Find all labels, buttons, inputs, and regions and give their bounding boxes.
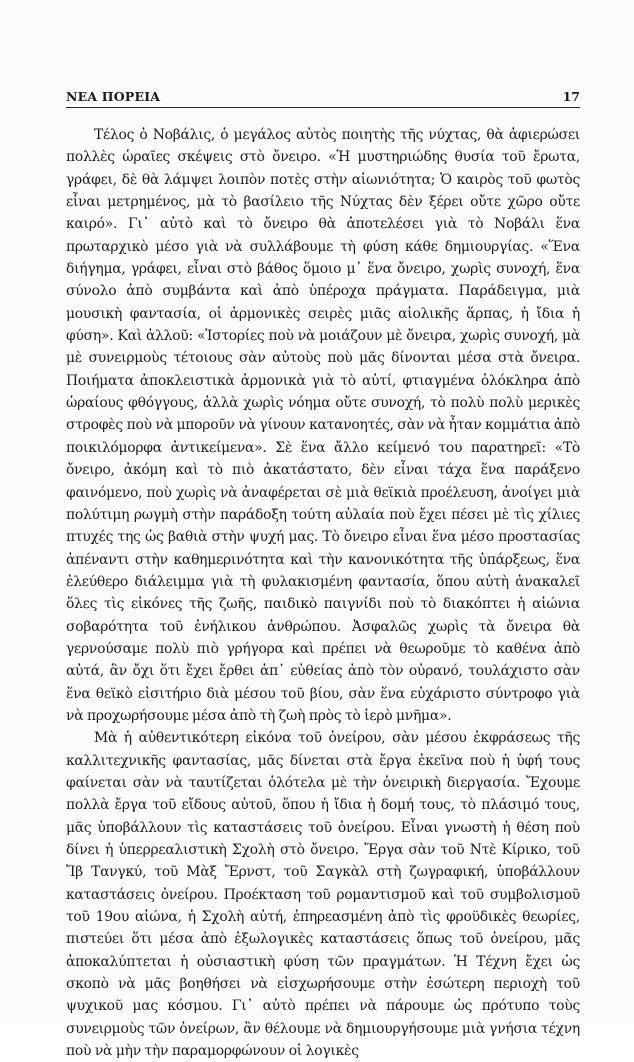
paragraph: Τέλος ὁ Νοβάλις, ὁ μεγάλος αὐτὸς ποιητὴς τῆς νύχτας, θὰ ἀφιερώσει πολλὲς ὡραῖες σκέψεις στὸ ὄνειρο. «Ἡ μυστηριώδης θυσία τοῦ ἔρωτα, γράφει, δὲ θὰ λάμψει λοιπὸν ποτὲς στὴν αἰωνιότητα; Ὁ καιρὸς τοῦ φωτὸς εἶναι μετρημένος, μὰ τὸ βασίλειο τῆς Νύχτας δὲν ξέρει οὔτε χῶρο οὔτε καιρό». Γι᾽ αὐτὸ καὶ τὸ ὄνειρο θὰ ἀποτελέσει γιὰ τὸ Νοβάλι ἕνα πρωταρχικὸ μέσο γιὰ νὰ συλλάβουμε τὴ φύση κάθε δημιουργίας. «Ἕνα διήγημα, γράφει, εἶναι στὸ βάθος ὅμοιο μ᾽ ἕνα ὄνειρο, χωρὶς συνοχή, ἕνα σύνολο ἀπὸ συμβάντα καὶ ἀπὸ ὑπέροχα πράγματα. Παράδειγμα, μιὰ μουσικὴ φαντασία, οἱ ἁρμονικὲς σειρὲς μιᾶς αἰολικῆς ἅρπας, ἡ ἴδια ἡ φύση». Καὶ ἀλλοῦ: «Ἱστορίες ποὺ νὰ μοιάζουν μὲ ὄνειρα, χωρὶς συνοχή, μὰ μὲ συνειρμοὺς τέτοιους σὰν αὐτοὺς ποὺ μᾶς δίνονται μέσα στὰ ὄνειρα. Ποιήματα ἀποκλειστικὰ ἁρμονικὰ γιὰ τὸ αὐτί, φτιαγμένα ὁλόκληρα ἀπὸ ὡραίους φθόγγους, ἀλλὰ χωρὶς νόημα οὔτε συνοχή, τὸ πολὺ πολὺ μερικὲς στροφὲς ποὺ νὰ μποροῦν νὰ γίνουν κατανοητές, σὰν νὰ ἦταν κομμάτια ἀπὸ ποικιλόμορφα ἀντικείμενα». Σὲ ἕνα ἄλλο κείμενό του παρατηρεῖ: «Τὸ ὄνειρο, ἀκόμη καὶ τὸ πιὸ ἀκατάστατο, δὲν εἶναι τάχα ἕνα παράξενο φαινόμενο, ποὺ χωρὶς νὰ ἀναφέρεται σὲ μιὰ θεϊκιὰ προέλευση, ἀνοίγει μιὰ πολύτιμη ρωγμὴ στὴν παράδοξη τούτη αὐλαία ποὺ ἔχει πέσει μὲ τὶς χίλιες πτυχές της ὡς βαθιὰ στὴν ψυχή μας. Τὸ ὄνειρο εἶναι ἕνα μέσο προστασίας ἀπέναντι στὴν καθημερινότητα καὶ τὴν κανονικότητα τῆς ὑπάρξεως, ἕνα ἐλεύθερο διάλειμμα γιὰ τὴ φυλακισμένη φαντασία, ὅπου αὐτὴ ἀνακαλεῖ ὅλες τὶς εἰκόνες τῆς ζωῆς, παιδικὸ παιγνίδι ποὺ τὸ διακόπτει ἡ αἰώνια σοβαρότητα τοῦ ἐνήλικου ἀνθρώπου. Ἀσφαλῶς χωρὶς τὰ ὄνειρα θὰ γερνούσαμε πολὺ πιὸ γρήγορα καὶ πρέπει νὰ θεωροῦμε τὸ καθένα ἀπὸ αὐτά, ἂν ὄχι ὅτι ἔχει ἔρθει ἀπ᾽ εὐθείας ἀπὸ τὸν οὐρανό, τουλάχιστο σὰν ἕνα θεϊκὸ εἰσιτήριο διὰ μέσου τοῦ βίου, σὰν ἕνα εὐχάριστο σύντροφο γιὰ νὰ προχωρήσουμε μέσα ἀπὸ τὴ ζωὴ πρὸς τὸ ἱερὸ μνῆμα». — [66, 127, 580, 724]
page-number: 17 — [562, 89, 580, 104]
journal-title: ΝΕΑ ΠΟΡΕΙΑ — [66, 89, 161, 104]
paragraph: Μὰ ἡ αὐθεντικότερη εἰκόνα τοῦ ὀνείρου, σὰν μέσου ἐκφράσεως τῆς καλλιτεχνικῆς φαντασίας, μᾶς δίνεται στὰ ἔργα ἐκεῖνα ποὺ ἡ ὑφή τους φαίνεται σὰν νὰ ταυτίζεται ὁλότελα μὲ τὴν ὀνειρικὴ διεργασία. Ἔχουμε πολλὰ ἔργα τοῦ εἴδους αὐτοῦ, ὅπου ἡ ἴδια ἡ δομή τους, τὸ πλάσιμό τους, μᾶς ὑποβάλλουν τὶς καταστάσεις τοῦ ὀνείρου. Εἶναι γνωστὴ ἡ θέση ποὺ δίνει ἡ ὑπερρεαλιστικὴ Σχολὴ στὸ ὄνειρο. Ἔργα σὰν τοῦ Ντὲ Κίρικο, τοῦ Ἴβ Τανγκύ, τοῦ Μὰξ Ἔρνστ, τοῦ Σαγκὰλ στὴ ζωγραφική, ὑποβάλλουν καταστάσεις ὀνείρου. Προέκταση τοῦ ρομαντισμοῦ καὶ τοῦ συμβολισμοῦ τοῦ 19ου αἰώνα, ἡ Σχολὴ αὐτή, ἐπηρεασμένη ἀπὸ τὶς φροϋδικὲς θεωρίες, πιστεύει ὅτι μέσα ἀπὸ ἐξωλογικὲς καταστάσεις ὅπως τοῦ ὀνείρου, μᾶς ἀποκαλύπτεται ἡ οὐσιαστικὴ φύση τῶν πραγμάτων. Ἡ Τέχνη ἔχει ὡς σκοπὸ νὰ μᾶς βοηθήσει νὰ εἰσχωρήσουμε στὴν ἐσώτερη περιοχὴ τοῦ ψυχικοῦ μας κόσμου. Γι᾽ αὐτὸ πρέπει νὰ πάρουμε ὡς πρότυπο τοὺς συνειρμοὺς τῶν ὀνείρων, ἂν θέλουμε νὰ δημιουργήσουμε μιὰ γνήσια τέχνη ποὺ νὰ μὴν τὴν παραμορφώνουν οἱ λογικὲς — [66, 730, 580, 1060]
body-text — [66, 124, 580, 1062]
running-header — [66, 80, 580, 108]
